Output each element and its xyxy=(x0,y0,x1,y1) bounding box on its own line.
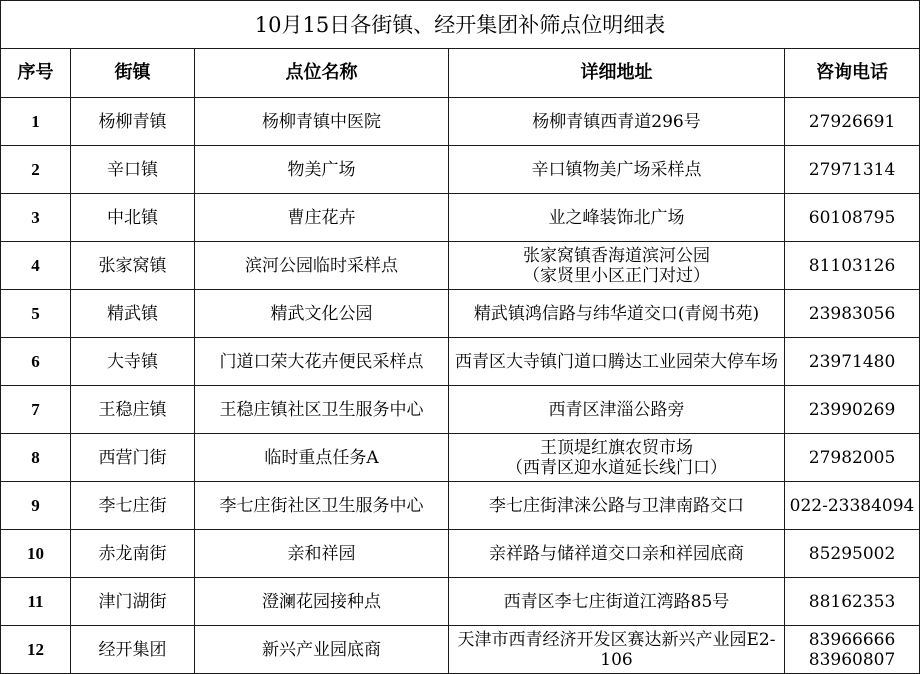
site-cell: 王稳庄镇社区卫生服务中心 xyxy=(195,386,449,434)
phone-line: 27926691 xyxy=(808,111,896,132)
header-phone: 咨询电话 xyxy=(785,49,920,98)
address-cell xyxy=(449,578,785,626)
phone-cell xyxy=(785,338,920,386)
site-cell: 精武文化公园 xyxy=(195,290,449,338)
site-cell: 李七庄街社区卫生服务中心 xyxy=(195,482,449,530)
street-cell: 张家窝镇 xyxy=(71,242,195,290)
street-cell: 津门湖街 xyxy=(71,578,195,626)
address-cell xyxy=(449,290,785,338)
address-cell xyxy=(449,482,785,530)
phone-cell xyxy=(785,626,920,674)
table-row xyxy=(1,386,920,434)
address-line: （西青区迎水道延长线门口） xyxy=(506,457,727,478)
site-cell: 杨柳青镇中医院 xyxy=(195,98,449,146)
row-number: 3 xyxy=(1,194,71,242)
row-number: 5 xyxy=(1,290,71,338)
row-number: 2 xyxy=(1,146,71,194)
phone-line: 60108795 xyxy=(808,207,896,228)
table-row xyxy=(1,338,920,386)
row-number: 4 xyxy=(1,242,71,290)
phone-line: 23971480 xyxy=(808,351,896,372)
address-line: 张家窝镇香海道滨河公园 xyxy=(523,245,710,266)
address-line: 杨柳青镇西青道296号 xyxy=(532,111,701,132)
street-cell: 赤龙南街 xyxy=(71,530,195,578)
phone-cell xyxy=(785,146,920,194)
table-row xyxy=(1,194,920,242)
table-row xyxy=(1,146,920,194)
address-cell xyxy=(449,242,785,290)
address-cell xyxy=(449,194,785,242)
phone-cell xyxy=(785,578,920,626)
row-number: 7 xyxy=(1,386,71,434)
street-cell: 大寺镇 xyxy=(71,338,195,386)
street-cell: 精武镇 xyxy=(71,290,195,338)
phone-cell xyxy=(785,482,920,530)
site-cell: 新兴产业园底商 xyxy=(195,626,449,674)
table-row xyxy=(1,578,920,626)
address-line: 106 xyxy=(600,649,633,670)
address-cell xyxy=(449,146,785,194)
header-street: 街镇 xyxy=(71,49,195,98)
table-row xyxy=(1,482,920,530)
address-line: 亲祥路与储祥道交口亲和祥园底商 xyxy=(489,543,744,564)
table-row xyxy=(1,242,920,290)
phone-cell xyxy=(785,194,920,242)
header-site: 点位名称 xyxy=(195,49,449,98)
header-number: 序号 xyxy=(1,49,71,98)
row-number: 11 xyxy=(1,578,71,626)
table-row xyxy=(1,98,920,146)
phone-line: 88162353 xyxy=(808,591,896,612)
row-number: 9 xyxy=(1,482,71,530)
phone-cell xyxy=(785,434,920,482)
header-address: 详细地址 xyxy=(449,49,785,98)
phone-line: 83960807 xyxy=(808,649,896,670)
address-line: 李七庄街津涞公路与卫津南路交口 xyxy=(489,495,744,516)
site-cell: 滨河公园临时采样点 xyxy=(195,242,449,290)
row-number: 6 xyxy=(1,338,71,386)
street-cell: 西营门街 xyxy=(71,434,195,482)
title-row xyxy=(1,1,920,49)
site-cell: 临时重点任务A xyxy=(195,434,449,482)
phone-line: 23990269 xyxy=(808,399,896,420)
row-number: 10 xyxy=(1,530,71,578)
phone-line: 85295002 xyxy=(808,543,896,564)
phone-line: 81103126 xyxy=(808,255,896,276)
address-line: 西青区李七庄街道江湾路85号 xyxy=(503,591,730,612)
address-line: 王顶堤红旗农贸市场 xyxy=(540,437,693,458)
address-cell xyxy=(449,338,785,386)
row-number: 1 xyxy=(1,98,71,146)
street-cell: 辛口镇 xyxy=(71,146,195,194)
table-row xyxy=(1,434,920,482)
phone-line: 83966666 xyxy=(808,629,896,650)
address-line: 西青区津淄公路旁 xyxy=(548,399,685,420)
phone-line: 23983056 xyxy=(808,303,896,324)
street-cell: 李七庄街 xyxy=(71,482,195,530)
phone-line: 27971314 xyxy=(808,159,896,180)
address-line: 业之峰装饰北广场 xyxy=(548,207,685,228)
site-cell: 物美广场 xyxy=(195,146,449,194)
site-cell: 曹庄花卉 xyxy=(195,194,449,242)
address-cell xyxy=(449,386,785,434)
address-line: 辛口镇物美广场采样点 xyxy=(531,159,702,180)
address-line: 西青区大寺镇门道口腾达工业园荣大停车场 xyxy=(455,351,778,372)
address-cell xyxy=(449,530,785,578)
site-cell: 亲和祥园 xyxy=(195,530,449,578)
phone-cell xyxy=(785,98,920,146)
table-title: 10月15日各街镇、经开集团补筛点位明细表 xyxy=(1,1,920,49)
site-cell: 门道口荣大花卉便民采样点 xyxy=(195,338,449,386)
phone-cell xyxy=(785,386,920,434)
phone-line: 27982005 xyxy=(808,447,896,468)
table-row xyxy=(1,290,920,338)
address-cell xyxy=(449,626,785,674)
address-line: 天津市西青经济开发区赛达新兴产业园E2- xyxy=(457,629,776,650)
table-row xyxy=(1,530,920,578)
address-line: 精武镇鸿信路与纬华道交口(青阅书苑) xyxy=(473,303,760,324)
site-cell: 澄澜花园接种点 xyxy=(195,578,449,626)
row-number: 8 xyxy=(1,434,71,482)
phone-cell xyxy=(785,530,920,578)
street-cell: 王稳庄镇 xyxy=(71,386,195,434)
address-cell xyxy=(449,98,785,146)
street-cell: 中北镇 xyxy=(71,194,195,242)
row-number: 12 xyxy=(1,626,71,674)
street-cell: 杨柳青镇 xyxy=(71,98,195,146)
street-cell: 经开集团 xyxy=(71,626,195,674)
header-row xyxy=(1,49,920,98)
phone-cell xyxy=(785,290,920,338)
address-line: （家贤里小区正门对过） xyxy=(523,265,710,286)
phone-line: 022-23384094 xyxy=(789,495,915,516)
address-cell xyxy=(449,434,785,482)
phone-cell xyxy=(785,242,920,290)
table-row xyxy=(1,626,920,674)
